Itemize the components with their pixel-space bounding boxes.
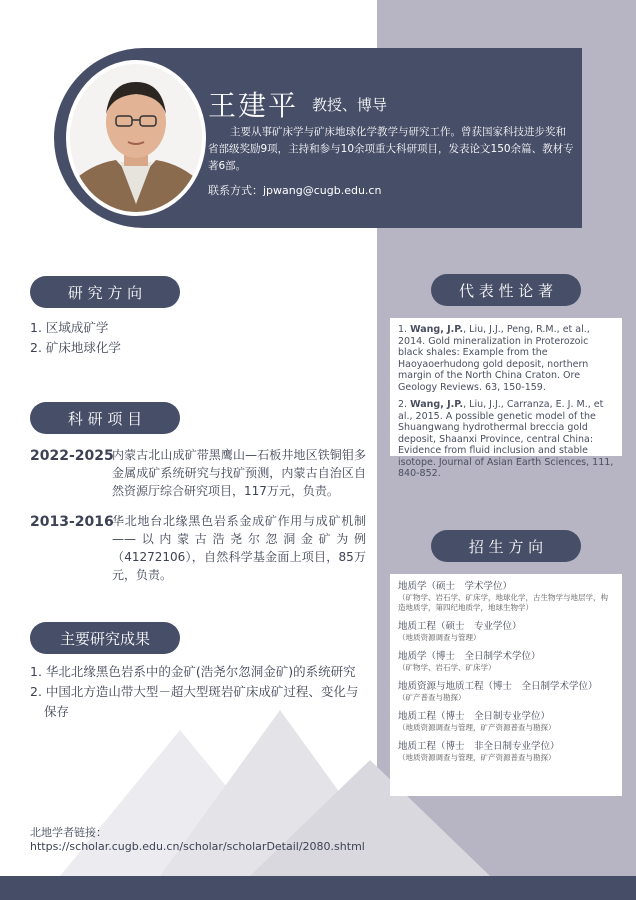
- research-list: [30, 318, 121, 358]
- project-description: 内蒙古北山成矿带黑鹰山—石板井地区铁铜钼多金属成矿系统研究与找矿预测，内蒙古自治区自然资源厅综合研究项目，117万元，负责。: [112, 448, 366, 498]
- research-heading: 研 究 方 向: [30, 276, 180, 308]
- publication-item: [398, 324, 614, 393]
- publication-author: Wang, J.P.: [410, 399, 464, 410]
- footer-label: 北地学者链接：: [30, 826, 107, 839]
- publication-citation: , Liu, J.J., Peng, R.M., et al., 2014. Gold mineralization in Proterozoic black shales: Example from the Haoyaoerhudong gold deposit, northern margin of the North China Craton. Ore Geology Reviews. 63, 150-159.: [398, 324, 590, 393]
- recruit-item: [398, 620, 614, 643]
- contact-email-link[interactable]: jpwang@cugb.edu.cn: [263, 184, 382, 197]
- profile-photo: [66, 60, 206, 216]
- achievements-list: [30, 662, 366, 722]
- publication-number: 2.: [398, 399, 411, 410]
- recruit-fields: （地质资源调查与管理）: [398, 633, 481, 642]
- project-years: 2022-2025: [30, 448, 114, 464]
- recruit-fields: （地质资源调查与管理，矿产资源普查与勘探）: [398, 753, 556, 762]
- research-item: 1. 区域成矿学: [30, 320, 109, 335]
- recruit-degree: 地质学（硕士 学术学位）: [398, 581, 513, 592]
- recruit-degree: 地质资源与地质工程（博士 全日制学术学位）: [398, 681, 598, 692]
- recruit-box: [390, 574, 622, 796]
- scholar-link[interactable]: https://scholar.cugb.edu.cn/scholar/scholarDetail/2080.shtml: [30, 840, 365, 853]
- recruit-fields: （矿物学、岩石学、矿床学，地球化学，古生物学与地层学，构造地质学，第四纪地质学，地球生物学）: [398, 593, 608, 612]
- recruit-heading: 招 生 方 向: [431, 530, 581, 562]
- contact-label: 联系方式：: [208, 184, 263, 197]
- recruit-item: [398, 650, 614, 673]
- recruit-degree: 地质工程（博士 全日制专业学位）: [398, 711, 551, 722]
- recruit-fields: （地质资源调查与管理，矿产资源普查与勘探）: [398, 723, 556, 732]
- publication-item: [398, 399, 614, 480]
- research-item: 2. 矿床地球化学: [30, 340, 121, 355]
- person-intro: 主要从事矿床学与矿床地球化学教学与研究工作。曾获国家科技进步奖和省部级奖励9项，主持和参与10余项重大科研项目，发表论文150余篇、教材专著6部。: [208, 126, 574, 172]
- projects-heading: 科 研 项 目: [30, 402, 180, 434]
- publication-number: 1.: [398, 324, 411, 335]
- recruit-degree: 地质工程（硕士 专业学位）: [398, 621, 522, 632]
- recruit-fields: （矿产普查与勘探）: [398, 693, 466, 702]
- publication-author: Wang, J.P.: [410, 324, 464, 335]
- person-name: 王建平: [208, 89, 299, 122]
- project-description: 华北地台北缘黑色岩系金成矿作用与成矿机制——以内蒙古浩尧尔忽洞金矿为例（41272106），自然科学基金面上项目，85万元，负责。: [112, 514, 366, 582]
- recruit-item: [398, 580, 614, 613]
- achievement-item: 2. 中国北方造山带大型－超大型斑岩矿床成矿过程、变化与保存: [30, 684, 359, 719]
- recruit-item: [398, 740, 614, 763]
- person-portrait-icon: [70, 64, 202, 212]
- recruit-degree: 地质学（博士 全日制学术学位）: [398, 651, 541, 662]
- recruit-item: [398, 680, 614, 703]
- achievements-heading: 主要研究成果: [30, 622, 180, 654]
- project-years: 2013-2016: [30, 514, 114, 530]
- bottom-bar: [0, 876, 636, 900]
- recruit-fields: （矿物学、岩石学、矿床学）: [398, 663, 496, 672]
- person-title: 教授、博导: [312, 96, 388, 114]
- recruit-degree: 地质工程（博士 非全日制专业学位）: [398, 741, 560, 752]
- publications-box: [390, 318, 622, 479]
- recruit-item: [398, 710, 614, 733]
- contact-line: [208, 182, 381, 198]
- publications-heading: 代 表 性 论 著: [431, 274, 581, 306]
- achievement-item: 1. 华北北缘黑色岩系中的金矿(浩尧尔忽洞金矿)的系统研究: [30, 664, 356, 679]
- publication-citation: , Liu, J.J., Carranza, E. J. M., et al., 2015. A possible genetic model of the Shuangwang hydrothermal breccia gold deposit, Shaanxi Province, central China: Evidence from fluid inclusion and stable isotope. Journal of Asian Earth Sciences, 111, 840-852.: [398, 399, 614, 479]
